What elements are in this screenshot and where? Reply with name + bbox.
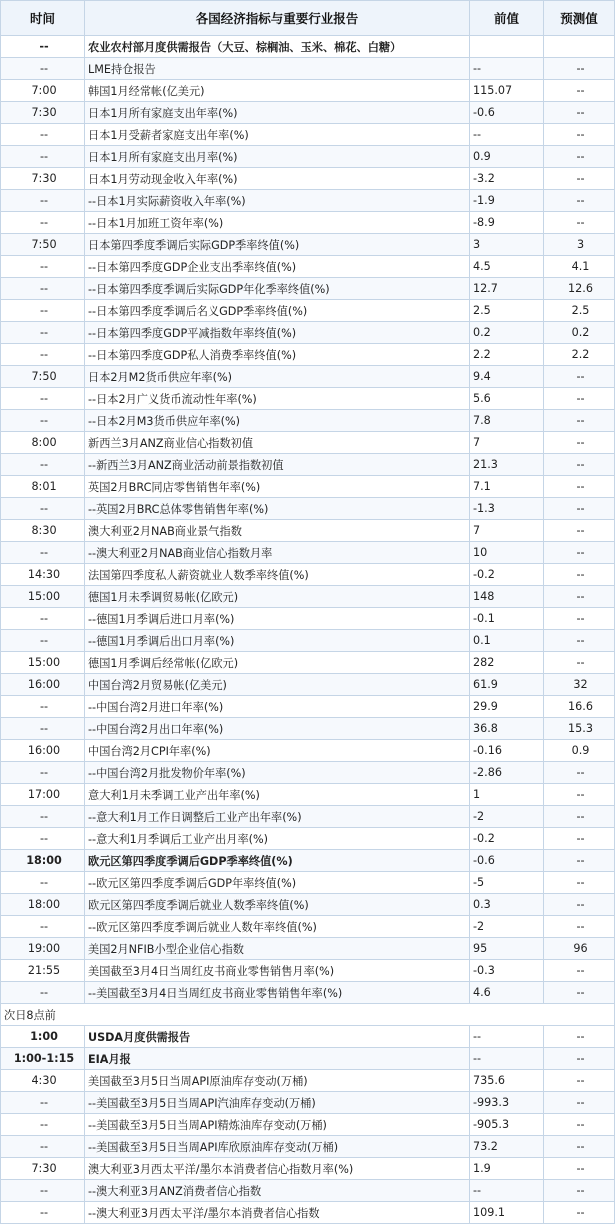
event-name: --澳大利亚3月西太平洋/墨尔本消费者信心指数 xyxy=(85,1202,470,1224)
table-row xyxy=(1,542,615,564)
header-forecast: 预测值 xyxy=(544,1,615,36)
previous-value: 735.6 xyxy=(470,1070,544,1092)
event-time: -- xyxy=(1,916,85,938)
event-name: 中国台湾2月CPI年率(%) xyxy=(85,740,470,762)
event-time: 7:30 xyxy=(1,168,85,190)
event-name: 欧元区第四季度季调后就业人数季率终值(%) xyxy=(85,894,470,916)
today-events xyxy=(1,36,615,1004)
forecast-value: -- xyxy=(544,850,615,872)
event-time: 15:00 xyxy=(1,586,85,608)
forecast-value: 16.6 xyxy=(544,696,615,718)
table-row xyxy=(1,916,615,938)
previous-value: 1 xyxy=(470,784,544,806)
previous-value: 1.9 xyxy=(470,1158,544,1180)
forecast-value: -- xyxy=(544,894,615,916)
previous-value: 0.3 xyxy=(470,894,544,916)
forecast-value: -- xyxy=(544,1180,615,1202)
forecast-value: -- xyxy=(544,1092,615,1114)
forecast-value: 2.2 xyxy=(544,344,615,366)
event-name: 日本1月受薪者家庭支出年率(%) xyxy=(85,124,470,146)
previous-value: -2 xyxy=(470,916,544,938)
event-name: 农业农村部月度供需报告（大豆、棕榈油、玉米、棉花、白糖） xyxy=(85,36,470,58)
event-name: --日本第四季度季调后名义GDP季率终值(%) xyxy=(85,300,470,322)
event-time: -- xyxy=(1,124,85,146)
previous-value: 95 xyxy=(470,938,544,960)
forecast-value: -- xyxy=(544,652,615,674)
event-name: --美国截至3月5日当周API精炼油库存变动(万桶) xyxy=(85,1114,470,1136)
table-row xyxy=(1,1180,615,1202)
event-time: -- xyxy=(1,1180,85,1202)
header-previous: 前值 xyxy=(470,1,544,36)
event-time: -- xyxy=(1,1092,85,1114)
event-time: -- xyxy=(1,718,85,740)
table-row xyxy=(1,850,615,872)
forecast-value: -- xyxy=(544,1114,615,1136)
table-row xyxy=(1,234,615,256)
previous-value: -8.9 xyxy=(470,212,544,234)
table-row xyxy=(1,36,615,58)
event-time: 7:50 xyxy=(1,366,85,388)
event-time: -- xyxy=(1,58,85,80)
forecast-value: 12.6 xyxy=(544,278,615,300)
table-row xyxy=(1,1092,615,1114)
forecast-value: -- xyxy=(544,520,615,542)
event-name: EIA月报 xyxy=(85,1048,470,1070)
table-row xyxy=(1,564,615,586)
forecast-value: -- xyxy=(544,1070,615,1092)
event-name: --日本第四季度季调后实际GDP年化季率终值(%) xyxy=(85,278,470,300)
forecast-value: -- xyxy=(544,190,615,212)
previous-value: -3.2 xyxy=(470,168,544,190)
event-name: 韩国1月经常帐(亿美元) xyxy=(85,80,470,102)
event-name: --意大利1月季调后工业产出月率(%) xyxy=(85,828,470,850)
previous-value: 115.07 xyxy=(470,80,544,102)
event-name: 日本1月所有家庭支出月率(%) xyxy=(85,146,470,168)
event-time: -- xyxy=(1,278,85,300)
event-name: 新西兰3月ANZ商业信心指数初值 xyxy=(85,432,470,454)
table-row xyxy=(1,938,615,960)
previous-value: -0.2 xyxy=(470,828,544,850)
event-time: -- xyxy=(1,36,85,58)
table-row xyxy=(1,630,615,652)
header-time: 时间 xyxy=(1,1,85,36)
event-time: 16:00 xyxy=(1,674,85,696)
event-time: -- xyxy=(1,190,85,212)
table-row xyxy=(1,58,615,80)
event-name: 法国第四季度私人薪资就业人数季率终值(%) xyxy=(85,564,470,586)
previous-value: -2 xyxy=(470,806,544,828)
event-name: --中国台湾2月进口年率(%) xyxy=(85,696,470,718)
previous-value: 0.2 xyxy=(470,322,544,344)
table-row xyxy=(1,828,615,850)
event-name: --欧元区第四季度季调后GDP年率终值(%) xyxy=(85,872,470,894)
forecast-value: -- xyxy=(544,366,615,388)
previous-value: 73.2 xyxy=(470,1136,544,1158)
table-row xyxy=(1,388,615,410)
previous-value: 0.1 xyxy=(470,630,544,652)
forecast-value: -- xyxy=(544,982,615,1004)
event-name: 日本1月所有家庭支出年率(%) xyxy=(85,102,470,124)
table-row xyxy=(1,652,615,674)
event-time: 17:00 xyxy=(1,784,85,806)
table-row xyxy=(1,256,615,278)
event-time: -- xyxy=(1,542,85,564)
table-row xyxy=(1,718,615,740)
previous-value xyxy=(470,36,544,58)
event-time: 7:30 xyxy=(1,102,85,124)
table-row xyxy=(1,982,615,1004)
previous-value: 0.9 xyxy=(470,146,544,168)
table-row xyxy=(1,190,615,212)
table-row xyxy=(1,1048,615,1070)
table-row xyxy=(1,520,615,542)
event-time: 19:00 xyxy=(1,938,85,960)
event-name: 欧元区第四季度季调后GDP季率终值(%) xyxy=(85,850,470,872)
previous-value: 148 xyxy=(470,586,544,608)
table-row xyxy=(1,608,615,630)
event-time: -- xyxy=(1,388,85,410)
forecast-value: -- xyxy=(544,762,615,784)
forecast-value: -- xyxy=(544,1048,615,1070)
event-time: 18:00 xyxy=(1,894,85,916)
event-time: -- xyxy=(1,1202,85,1224)
table-row xyxy=(1,80,615,102)
forecast-value: 3 xyxy=(544,234,615,256)
table-row xyxy=(1,784,615,806)
previous-value: -0.1 xyxy=(470,608,544,630)
table-row xyxy=(1,366,615,388)
previous-value: -- xyxy=(470,1180,544,1202)
previous-value: -0.2 xyxy=(470,564,544,586)
event-time: -- xyxy=(1,322,85,344)
previous-value: -- xyxy=(470,58,544,80)
event-name: --欧元区第四季度季调后就业人数年率终值(%) xyxy=(85,916,470,938)
event-name: --澳大利亚2月NAB商业信心指数月率 xyxy=(85,542,470,564)
forecast-value: -- xyxy=(544,80,615,102)
event-name: 英国2月BRC同店零售销售年率(%) xyxy=(85,476,470,498)
table-row xyxy=(1,762,615,784)
forecast-value: 0.2 xyxy=(544,322,615,344)
event-time: 7:50 xyxy=(1,234,85,256)
event-name: USDA月度供需报告 xyxy=(85,1026,470,1048)
forecast-value: -- xyxy=(544,454,615,476)
event-time: -- xyxy=(1,300,85,322)
previous-value: 109.1 xyxy=(470,1202,544,1224)
event-name: --新西兰3月ANZ商业活动前景指数初值 xyxy=(85,454,470,476)
table-row xyxy=(1,498,615,520)
forecast-value: -- xyxy=(544,960,615,982)
event-name: --日本2月M3货币供应年率(%) xyxy=(85,410,470,432)
event-name: --日本2月广义货币流动性年率(%) xyxy=(85,388,470,410)
table-row xyxy=(1,432,615,454)
event-name: 美国截至3月5日当周API原油库存变动(万桶) xyxy=(85,1070,470,1092)
previous-value: 7 xyxy=(470,432,544,454)
table-row xyxy=(1,1114,615,1136)
event-name: --美国截至3月5日当周API库欣原油库存变动(万桶) xyxy=(85,1136,470,1158)
event-name: --中国台湾2月批发物价年率(%) xyxy=(85,762,470,784)
forecast-value: -- xyxy=(544,476,615,498)
forecast-value: -- xyxy=(544,630,615,652)
event-name: --日本第四季度GDP企业支出季率终值(%) xyxy=(85,256,470,278)
event-time: -- xyxy=(1,410,85,432)
forecast-value: -- xyxy=(544,784,615,806)
forecast-value: -- xyxy=(544,212,615,234)
forecast-value: -- xyxy=(544,564,615,586)
previous-value: -0.6 xyxy=(470,102,544,124)
table-row xyxy=(1,212,615,234)
forecast-value: 15.3 xyxy=(544,718,615,740)
event-time: -- xyxy=(1,828,85,850)
previous-value: 12.7 xyxy=(470,278,544,300)
forecast-value: -- xyxy=(544,1158,615,1180)
event-time: -- xyxy=(1,608,85,630)
previous-value: 7.1 xyxy=(470,476,544,498)
event-time: 7:30 xyxy=(1,1158,85,1180)
forecast-value: 2.5 xyxy=(544,300,615,322)
event-name: 日本2月M2货币供应年率(%) xyxy=(85,366,470,388)
event-name: --美国截至3月5日当周API汽油库存变动(万桶) xyxy=(85,1092,470,1114)
event-time: 21:55 xyxy=(1,960,85,982)
event-name: --英国2月BRC总体零售销售年率(%) xyxy=(85,498,470,520)
section-label: 次日8点前 xyxy=(1,1004,615,1026)
event-name: 德国1月季调后经常帐(亿欧元) xyxy=(85,652,470,674)
previous-value: 21.3 xyxy=(470,454,544,476)
section-label-row xyxy=(1,1004,615,1026)
event-name: --日本1月实际薪资收入年率(%) xyxy=(85,190,470,212)
forecast-value xyxy=(544,36,615,58)
forecast-value: -- xyxy=(544,124,615,146)
previous-value: -- xyxy=(470,1026,544,1048)
table-row xyxy=(1,674,615,696)
previous-value: 10 xyxy=(470,542,544,564)
forecast-value: -- xyxy=(544,586,615,608)
forecast-value: 4.1 xyxy=(544,256,615,278)
event-time: -- xyxy=(1,212,85,234)
event-name: 美国截至3月4日当周红皮书商业零售销售月率(%) xyxy=(85,960,470,982)
event-name: --日本1月加班工资年率(%) xyxy=(85,212,470,234)
header-indicator: 各国经济指标与重要行业报告 xyxy=(85,1,470,36)
event-time: 8:00 xyxy=(1,432,85,454)
event-time: -- xyxy=(1,344,85,366)
event-time: 8:01 xyxy=(1,476,85,498)
previous-value: 7 xyxy=(470,520,544,542)
previous-value: -1.3 xyxy=(470,498,544,520)
event-time: -- xyxy=(1,1114,85,1136)
table-row xyxy=(1,1026,615,1048)
forecast-value: -- xyxy=(544,410,615,432)
forecast-value: -- xyxy=(544,916,615,938)
previous-value: -905.3 xyxy=(470,1114,544,1136)
table-row xyxy=(1,1136,615,1158)
event-time: -- xyxy=(1,454,85,476)
previous-value: 2.2 xyxy=(470,344,544,366)
next-day-events xyxy=(1,1026,615,1224)
table-row xyxy=(1,278,615,300)
next-day-section xyxy=(1,1004,615,1026)
table-row xyxy=(1,454,615,476)
previous-value: 36.8 xyxy=(470,718,544,740)
event-time: 1:00 xyxy=(1,1026,85,1048)
event-time: 15:00 xyxy=(1,652,85,674)
event-name: --中国台湾2月出口年率(%) xyxy=(85,718,470,740)
table-row xyxy=(1,586,615,608)
event-time: 7:00 xyxy=(1,80,85,102)
forecast-value: -- xyxy=(544,58,615,80)
forecast-value: -- xyxy=(544,1202,615,1224)
event-name: --德国1月季调后出口月率(%) xyxy=(85,630,470,652)
event-name: --澳大利亚3月ANZ消费者信心指数 xyxy=(85,1180,470,1202)
previous-value: 7.8 xyxy=(470,410,544,432)
forecast-value: -- xyxy=(544,608,615,630)
table-row xyxy=(1,476,615,498)
previous-value: 9.4 xyxy=(470,366,544,388)
event-name: 日本1月劳动现金收入年率(%) xyxy=(85,168,470,190)
forecast-value: -- xyxy=(544,102,615,124)
event-name: LME持仓报告 xyxy=(85,58,470,80)
previous-value: 4.6 xyxy=(470,982,544,1004)
previous-value: -1.9 xyxy=(470,190,544,212)
forecast-value: -- xyxy=(544,146,615,168)
table-row xyxy=(1,168,615,190)
event-time: 18:00 xyxy=(1,850,85,872)
event-time: -- xyxy=(1,982,85,1004)
event-name: 澳大利亚2月NAB商业景气指数 xyxy=(85,520,470,542)
previous-value: 4.5 xyxy=(470,256,544,278)
forecast-value: 32 xyxy=(544,674,615,696)
forecast-value: -- xyxy=(544,432,615,454)
previous-value: 61.9 xyxy=(470,674,544,696)
event-time: -- xyxy=(1,696,85,718)
previous-value: 2.5 xyxy=(470,300,544,322)
previous-value: -5 xyxy=(470,872,544,894)
event-time: 8:30 xyxy=(1,520,85,542)
table-row xyxy=(1,806,615,828)
previous-value: -- xyxy=(470,124,544,146)
forecast-value: -- xyxy=(544,168,615,190)
event-name: 澳大利亚3月西太平洋/墨尔本消费者信心指数月率(%) xyxy=(85,1158,470,1180)
previous-value: 5.6 xyxy=(470,388,544,410)
previous-value: -2.86 xyxy=(470,762,544,784)
forecast-value: -- xyxy=(544,388,615,410)
event-time: -- xyxy=(1,146,85,168)
table-header-row xyxy=(1,1,615,36)
table-row xyxy=(1,124,615,146)
event-name: --意大利1月工作日调整后工业产出年率(%) xyxy=(85,806,470,828)
event-time: 4:30 xyxy=(1,1070,85,1092)
table-row xyxy=(1,102,615,124)
previous-value: -0.6 xyxy=(470,850,544,872)
forecast-value: -- xyxy=(544,1026,615,1048)
previous-value: -993.3 xyxy=(470,1092,544,1114)
previous-value: -- xyxy=(470,1048,544,1070)
previous-value: -0.16 xyxy=(470,740,544,762)
table-row xyxy=(1,960,615,982)
event-name: 日本第四季度季调后实际GDP季率终值(%) xyxy=(85,234,470,256)
forecast-value: 96 xyxy=(544,938,615,960)
forecast-value: 0.9 xyxy=(544,740,615,762)
table-row xyxy=(1,872,615,894)
forecast-value: -- xyxy=(544,542,615,564)
event-time: 14:30 xyxy=(1,564,85,586)
previous-value: -0.3 xyxy=(470,960,544,982)
event-name: 意大利1月未季调工业产出年率(%) xyxy=(85,784,470,806)
forecast-value: -- xyxy=(544,872,615,894)
event-time: -- xyxy=(1,762,85,784)
table-row xyxy=(1,344,615,366)
forecast-value: -- xyxy=(544,498,615,520)
previous-value: 3 xyxy=(470,234,544,256)
table-row xyxy=(1,322,615,344)
table-row xyxy=(1,300,615,322)
event-time: -- xyxy=(1,1136,85,1158)
event-time: -- xyxy=(1,630,85,652)
event-time: 16:00 xyxy=(1,740,85,762)
table-row xyxy=(1,1070,615,1092)
event-name: 德国1月未季调贸易帐(亿欧元) xyxy=(85,586,470,608)
event-time: -- xyxy=(1,256,85,278)
event-name: --美国截至3月4日当周红皮书商业零售销售年率(%) xyxy=(85,982,470,1004)
table-row xyxy=(1,894,615,916)
event-time: -- xyxy=(1,872,85,894)
table-row xyxy=(1,740,615,762)
event-time: 1:00-1:15 xyxy=(1,1048,85,1070)
event-name: 中国台湾2月贸易帐(亿美元) xyxy=(85,674,470,696)
table-row xyxy=(1,146,615,168)
forecast-value: -- xyxy=(544,828,615,850)
event-name: 美国2月NFIB小型企业信心指数 xyxy=(85,938,470,960)
event-name: --日本第四季度GDP私人消费季率终值(%) xyxy=(85,344,470,366)
table-row xyxy=(1,1158,615,1180)
event-time: -- xyxy=(1,498,85,520)
event-time: -- xyxy=(1,806,85,828)
previous-value: 29.9 xyxy=(470,696,544,718)
forecast-value: -- xyxy=(544,806,615,828)
event-name: --日本第四季度GDP平减指数年率终值(%) xyxy=(85,322,470,344)
forecast-value: -- xyxy=(544,1136,615,1158)
table-row xyxy=(1,1202,615,1224)
event-name: --德国1月季调后进口月率(%) xyxy=(85,608,470,630)
table-row xyxy=(1,410,615,432)
table-row xyxy=(1,696,615,718)
previous-value: 282 xyxy=(470,652,544,674)
